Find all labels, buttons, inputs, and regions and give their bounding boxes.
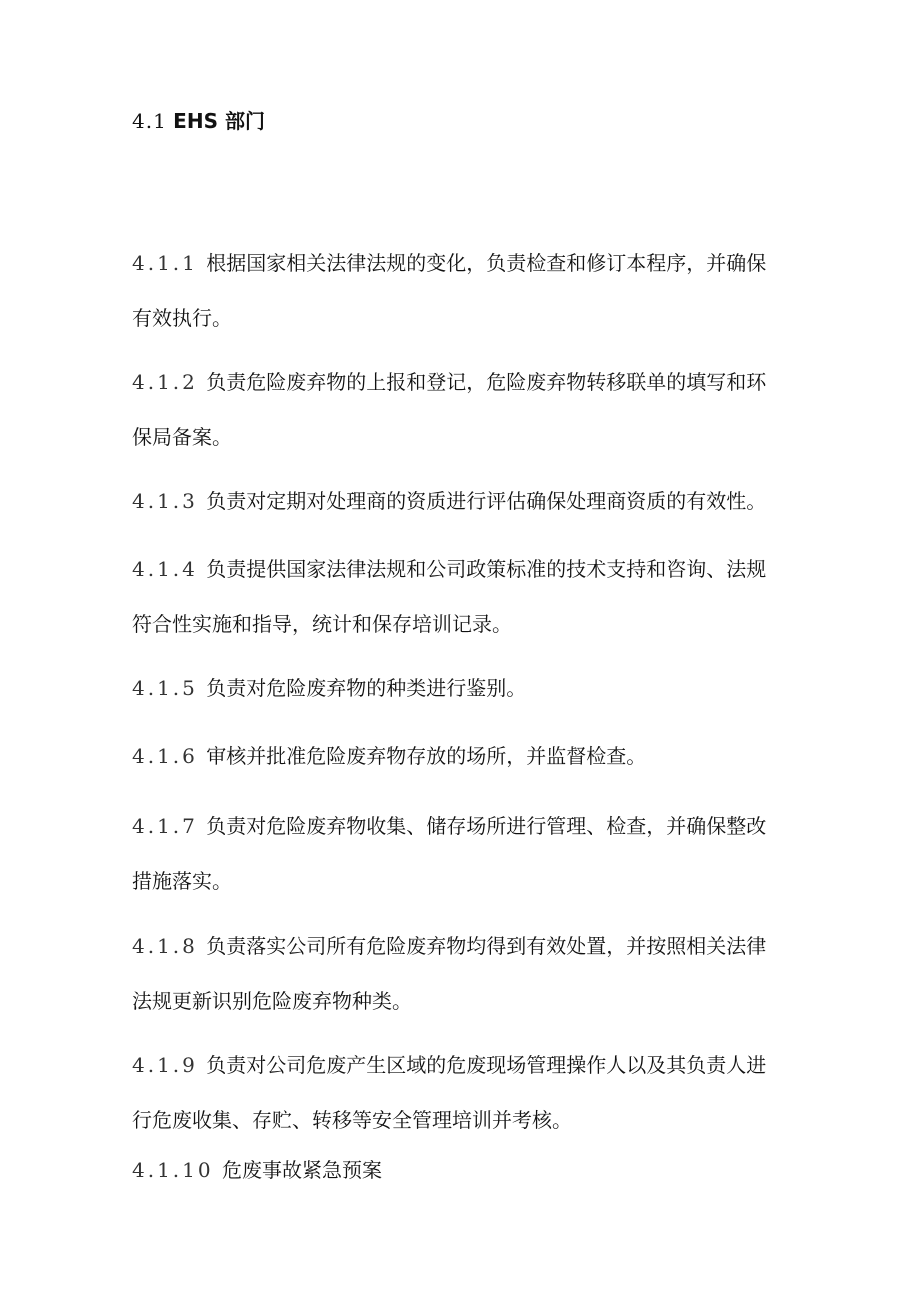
- item-text: 负责落实公司所有危险废弃物均得到有效处置，并按照相关法律法规更新识别危险废弃物种类。: [132, 934, 767, 1013]
- section-number: 4.1: [132, 109, 167, 133]
- list-item: [132, 1038, 782, 1148]
- list-item: [132, 799, 782, 909]
- item-number: 4.1.6: [132, 744, 198, 768]
- list-item: [132, 919, 782, 1029]
- list-item: [132, 542, 782, 652]
- item-number: 4.1.1: [132, 251, 198, 275]
- list-item: [132, 661, 782, 716]
- item-number: 4.1.5: [132, 676, 198, 700]
- item-text: 负责提供国家法律法规和公司政策标准的技术支持和咨询、法规符合性实施和指导，统计和保存培训记录。: [132, 557, 767, 636]
- list-item: [132, 355, 782, 465]
- section-title: EHS 部门: [173, 109, 265, 133]
- section-heading: [132, 106, 265, 136]
- list-item: [132, 474, 782, 529]
- item-number: 4.1.4: [132, 557, 198, 581]
- item-text: 负责对公司危废产生区域的危废现场管理操作人以及其负责人进行危废收集、存贮、转移等安全管理培训并考核。: [132, 1053, 767, 1132]
- item-number: 4.1.7: [132, 814, 198, 838]
- item-text: 负责对危险废弃物收集、储存场所进行管理、检查，并确保整改措施落实。: [132, 814, 767, 893]
- item-text: 负责危险废弃物的上报和登记，危险废弃物转移联单的填写和环保局备案。: [132, 370, 767, 449]
- item-text: 危废事故紧急预案: [221, 1158, 382, 1182]
- item-number: 4.1.9: [132, 1053, 198, 1077]
- item-number: 4.1.10: [132, 1158, 214, 1182]
- list-item: [132, 1143, 782, 1198]
- list-item: [132, 236, 782, 346]
- list-item: [132, 729, 782, 784]
- item-number: 4.1.8: [132, 934, 198, 958]
- item-text: 负责对定期对处理商的资质进行评估确保处理商资质的有效性。: [206, 489, 767, 513]
- item-text: 审核并批准危险废弃物存放的场所，并监督检查。: [206, 744, 647, 768]
- item-number: 4.1.2: [132, 370, 198, 394]
- item-text: 根据国家相关法律法规的变化，负责检查和修订本程序，并确保有效执行。: [132, 251, 767, 330]
- item-text: 负责对危险废弃物的种类进行鉴别。: [206, 676, 527, 700]
- item-number: 4.1.3: [132, 489, 198, 513]
